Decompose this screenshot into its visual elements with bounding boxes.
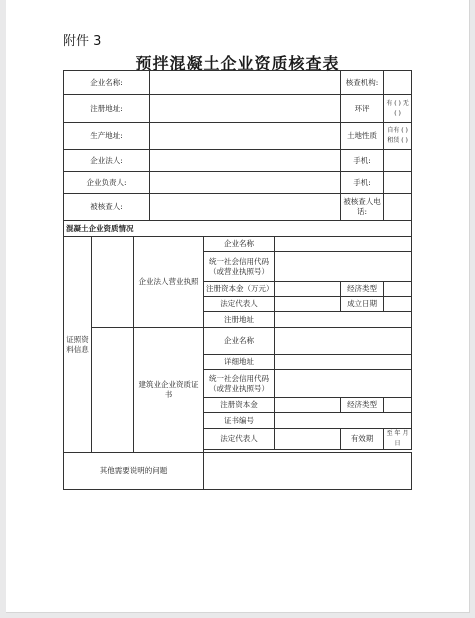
bl-value-reg-capital[interactable] xyxy=(275,282,341,297)
label-company-name: 企业名称: xyxy=(64,71,150,95)
qc-label-cert-no: 证书编号 xyxy=(204,413,275,429)
section-title: 混凝土企业资质情况 xyxy=(64,221,412,237)
bl-label-company-name: 企业名称 xyxy=(204,237,275,252)
spacer-cell xyxy=(92,237,134,328)
value-phone-1[interactable] xyxy=(384,150,412,172)
value-responsible-person[interactable] xyxy=(150,172,341,194)
value-legal-person[interactable] xyxy=(150,150,341,172)
qc-value-valid[interactable]: 至 年 月 日 xyxy=(384,429,412,450)
inspection-form xyxy=(63,70,412,490)
qc-label-reg-capital: 注册资本金 xyxy=(204,398,275,413)
qc-value-cert-no[interactable] xyxy=(275,413,412,429)
value-inspector-org[interactable] xyxy=(384,71,412,95)
qualification-cert-label: 建筑业企业资质证书 xyxy=(134,328,204,453)
value-company-name[interactable] xyxy=(150,71,341,95)
bl-value-company-name[interactable] xyxy=(275,237,412,252)
label-reg-address: 注册地址: xyxy=(64,95,150,123)
label-inspected-person: 被核查人: xyxy=(64,194,150,221)
label-phone-2: 手机: xyxy=(341,172,384,194)
label-legal-person: 企业法人: xyxy=(64,150,150,172)
value-other-issues[interactable] xyxy=(204,453,412,490)
qc-label-legal-rep: 法定代表人 xyxy=(204,429,275,450)
bl-label-reg-address: 注册地址 xyxy=(204,312,275,328)
qc-label-credit-code: 统一社会信用代码（或营业执照号） xyxy=(204,370,275,398)
qc-value-detail-address[interactable] xyxy=(275,355,412,370)
qc-label-company-name: 企业名称 xyxy=(204,328,275,355)
value-inspected-phone[interactable] xyxy=(384,194,412,221)
label-responsible-person: 企业负责人: xyxy=(64,172,150,194)
label-eia: 环评 xyxy=(341,95,384,123)
label-other-issues: 其他需要说明的问题 xyxy=(64,453,204,490)
label-land-nature: 土地性质 xyxy=(341,123,384,150)
value-prod-address[interactable] xyxy=(150,123,341,150)
form-title: 预拌混凝土企业资质核查表 xyxy=(135,54,340,73)
value-reg-address[interactable] xyxy=(150,95,341,123)
qc-label-detail-address: 详细地址 xyxy=(204,355,275,370)
eia-options[interactable]: 有 ( ) 无 ( ) xyxy=(384,95,412,123)
qc-label-econ-type: 经济类型 xyxy=(341,398,384,413)
attachment-label: 附件 3 xyxy=(63,34,102,49)
business-license-label: 企业法人营业执照 xyxy=(134,237,204,328)
label-phone-1: 手机: xyxy=(341,150,384,172)
label-prod-address: 生产地址: xyxy=(64,123,150,150)
label-inspected-phone: 被核查人电话: xyxy=(341,194,384,221)
qc-value-credit-code[interactable] xyxy=(275,370,412,398)
bl-value-econ-type[interactable] xyxy=(384,282,412,297)
spacer-cell-2 xyxy=(92,328,134,453)
bl-value-reg-address[interactable] xyxy=(275,312,412,328)
qc-label-valid: 有效期 xyxy=(341,429,384,450)
label-inspector-org: 核查机构: xyxy=(341,71,384,95)
bl-value-credit-code[interactable] xyxy=(275,252,412,282)
bl-value-legal-rep[interactable] xyxy=(275,297,341,312)
qc-value-legal-rep[interactable] xyxy=(275,429,341,450)
bl-label-econ-type: 经济类型 xyxy=(341,282,384,297)
bl-label-credit-code: 统一社会信用代码（或营业执照号） xyxy=(204,252,275,282)
bl-label-est-date: 成立日期 xyxy=(341,297,384,312)
value-inspected-person[interactable] xyxy=(150,194,341,221)
value-phone-2[interactable] xyxy=(384,172,412,194)
bl-value-est-date[interactable] xyxy=(384,297,412,312)
qc-value-reg-capital[interactable] xyxy=(275,398,341,413)
land-options[interactable]: 自有 ( ) 租赁 ( ) xyxy=(384,123,412,150)
cert-info-label: 证照资料信息 xyxy=(64,237,92,453)
bl-label-legal-rep: 法定代表人 xyxy=(204,297,275,312)
qc-value-company-name[interactable] xyxy=(275,328,412,355)
qc-value-econ-type[interactable] xyxy=(384,398,412,413)
bl-label-reg-capital: 注册资本金（万元） xyxy=(204,282,275,297)
